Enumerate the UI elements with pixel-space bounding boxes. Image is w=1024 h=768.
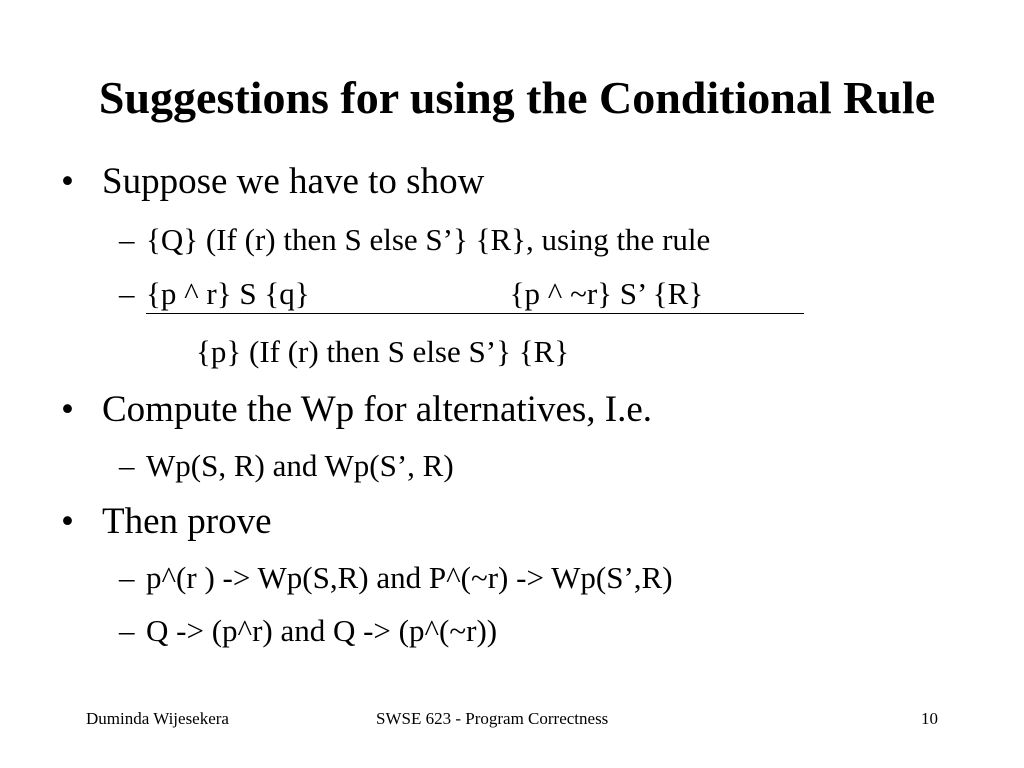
dash-marker: – xyxy=(119,448,135,483)
bullet-marker: • xyxy=(61,161,74,202)
bullet-marker: • xyxy=(61,501,74,542)
footer-author: Duminda Wijesekera xyxy=(86,709,229,728)
bullet-marker: • xyxy=(61,389,74,430)
sub-bullet-item xyxy=(0,447,1024,485)
dash-marker: – xyxy=(119,613,135,648)
sub-bullet-item xyxy=(0,559,1024,597)
bullet-item xyxy=(0,500,1024,544)
sub-bullet-item xyxy=(0,612,1024,650)
sub-bullet-item xyxy=(0,221,1024,259)
sub-bullet-text: p^(r ) -> Wp(S,R) and P^(~r) -> Wp(S’,R) xyxy=(146,560,673,595)
footer-page-number: 10 xyxy=(921,709,938,728)
sub-bullet-text: Wp(S, R) and Wp(S’, R) xyxy=(146,448,454,483)
dash-marker: – xyxy=(119,276,135,311)
rule-premise-left: {p ^ r} S {q} xyxy=(146,276,310,311)
bullet-item xyxy=(0,388,1024,432)
dash-marker: – xyxy=(119,222,135,257)
rule-premises xyxy=(146,275,703,313)
dash-marker: – xyxy=(119,560,135,595)
rule-divider xyxy=(146,313,804,314)
footer-course-title: SWSE 623 - Program Correctness xyxy=(376,709,609,728)
bullet-text: Suppose we have to show xyxy=(102,161,485,202)
bullet-item xyxy=(0,160,1024,204)
bullet-text: Compute the Wp for alternatives, I.e. xyxy=(102,389,653,430)
bullet-text: Then prove xyxy=(102,501,272,542)
sub-bullet-item xyxy=(0,275,1024,313)
slide-title: Suggestions for using the Conditional Rule xyxy=(98,72,936,123)
sub-bullet-text: {Q} (If (r) then S else S’} {R}, using the rule xyxy=(146,222,711,257)
rule-conclusion: {p} (If (r) then S else S’} {R} xyxy=(196,334,570,369)
rule-premise-right: {p ^ ~r} S’ {R} xyxy=(509,276,704,311)
sub-bullet-text: Q -> (p^r) and Q -> (p^(~r)) xyxy=(146,613,498,648)
